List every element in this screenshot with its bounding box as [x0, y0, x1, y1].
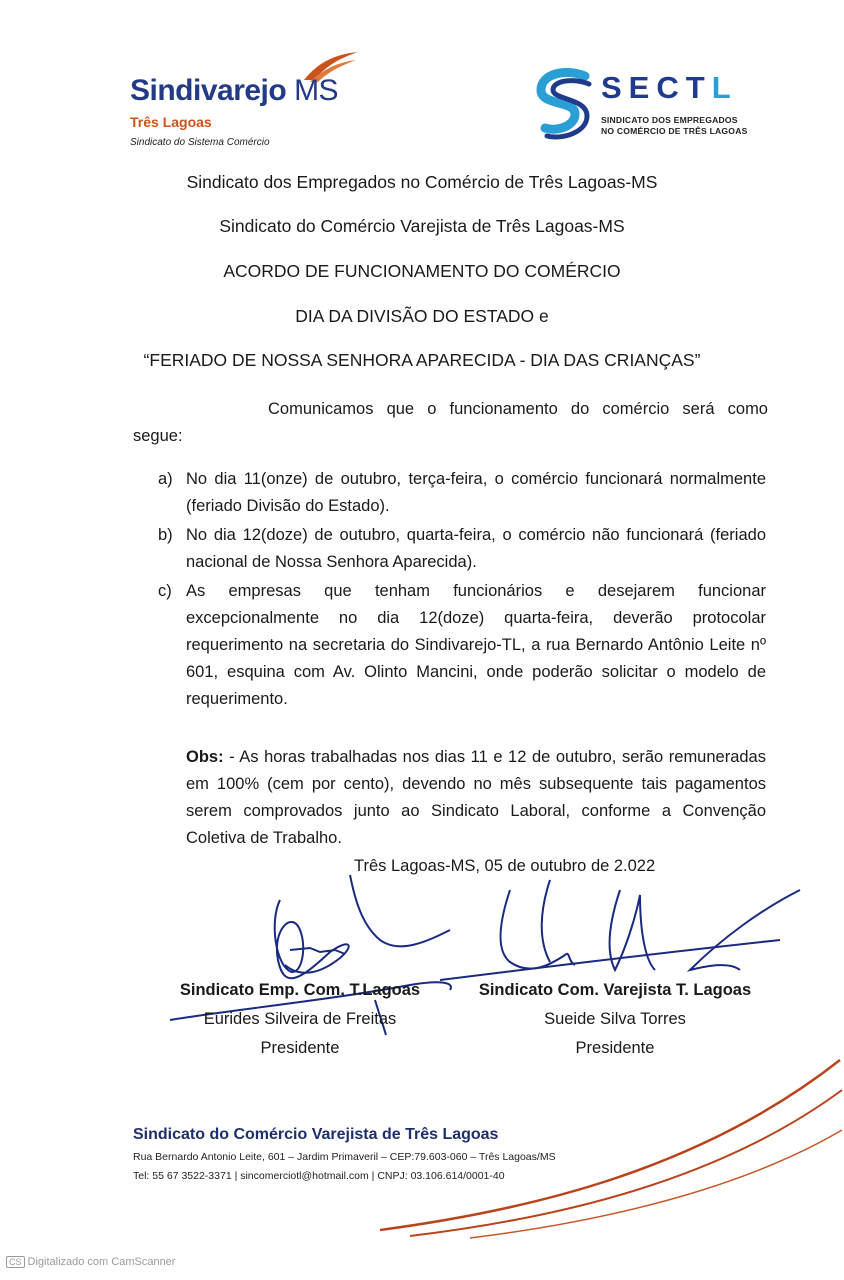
sectl-line-2: NO COMÉRCIO DE TRÊS LAGOAS — [601, 126, 748, 136]
signature-role: Presidente — [575, 1039, 655, 1057]
sectl-line-1: SINDICATO DOS EMPREGADOS — [601, 115, 738, 125]
footer-contacts: Tel: 55 67 3522-3371 | sincomerciotl@hotmail.com | CNPJ: 03.106.614/0001-40 — [133, 1170, 505, 1182]
title-line-3: ACORDO DE FUNCIONAMENTO DO COMÉRCIO — [223, 261, 621, 281]
obs-text: - As horas trabalhadas nos dias 11 e 12 de outubro, serão remuneradas em 100% (cem por cento), devendo no mês subsequente tais pagamentos serem comprovados junto ao Sindicato Laboral, conforme a Convenção Coletiva de Trabalho. — [186, 748, 766, 847]
item-marker: c) — [158, 582, 172, 600]
signature-name: Sueide Silva Torres — [544, 1010, 686, 1028]
footer-swoosh-icon — [380, 1050, 844, 1240]
signature-name: Eurides Silveira de Freitas — [203, 1010, 397, 1028]
camscanner-icon: CS — [6, 1256, 25, 1268]
date-line: Três Lagoas-MS, 05 de outubro de 2.022 — [354, 857, 656, 875]
title-line-2: Sindicato do Comércio Varejista de Três Lagoas-MS — [219, 216, 625, 236]
logo-tagline: Sindicato do Sistema Comércio — [130, 137, 270, 148]
signature-org: Sindicato Com. Varejista T. Lagoas — [478, 981, 752, 999]
item-marker: b) — [158, 526, 173, 544]
obs-paragraph — [186, 744, 766, 852]
footer-title: Sindicato do Comércio Varejista de Três Lagoas — [133, 1126, 499, 1143]
list-item: No dia 12(doze) de outubro, quarta-feira, o comércio não funcionará (feriado nacional de Nossa Senhora Aparecida). — [186, 526, 766, 571]
sectl-wordmark: SECTL — [601, 70, 738, 105]
signature-org: Sindicato Emp. Com. T.Lagoas — [179, 981, 421, 999]
signature-role: Presidente — [260, 1039, 340, 1057]
list-item: As empresas que tenham funcionários e desejarem funcionar excepcionalmente no dia 12(doze) quarta-feira, deverão protocolar requerimento na secretaria do Sindivarejo-TL, a rua Bernardo Antônio Leite nº 601, esquina com Av. Olinto Mancini, onde poderão solicitar o modelo de requerimento. — [186, 582, 766, 708]
sectl-logo — [535, 68, 765, 143]
logo-brand: Sindivarejo MS — [130, 74, 339, 107]
list-item: No dia 11(onze) de outubro, terça-feira, o comércio funcionará normalmente (feriado Divisão do Estado). — [186, 470, 766, 515]
intro-line-2: segue: — [133, 427, 183, 445]
scanner-watermark: CS Digitalizado com CamScanner — [6, 1256, 175, 1268]
sectl-s-mark-icon — [535, 68, 597, 140]
title-line-4: DIA DA DIVISÃO DO ESTADO e — [295, 306, 549, 326]
intro-line-1: Comunicamos que o funcionamento do comércio será como — [268, 400, 768, 418]
obs-label: Obs: — [186, 748, 224, 766]
title-line-5: “FERIADO DE NOSSA SENHORA APARECIDA - DIA DAS CRIANÇAS” — [143, 350, 701, 370]
logo-city: Três Lagoas — [130, 114, 212, 130]
title-line-1: Sindicato dos Empregados no Comércio de Três Lagoas-MS — [186, 172, 658, 192]
sindivarejo-logo — [130, 52, 370, 152]
footer-address: Rua Bernardo Antonio Leite, 601 – Jardim Primaveril – CEP:79.603-060 – Três Lagoas/MS — [133, 1151, 556, 1163]
item-marker: a) — [158, 470, 173, 488]
